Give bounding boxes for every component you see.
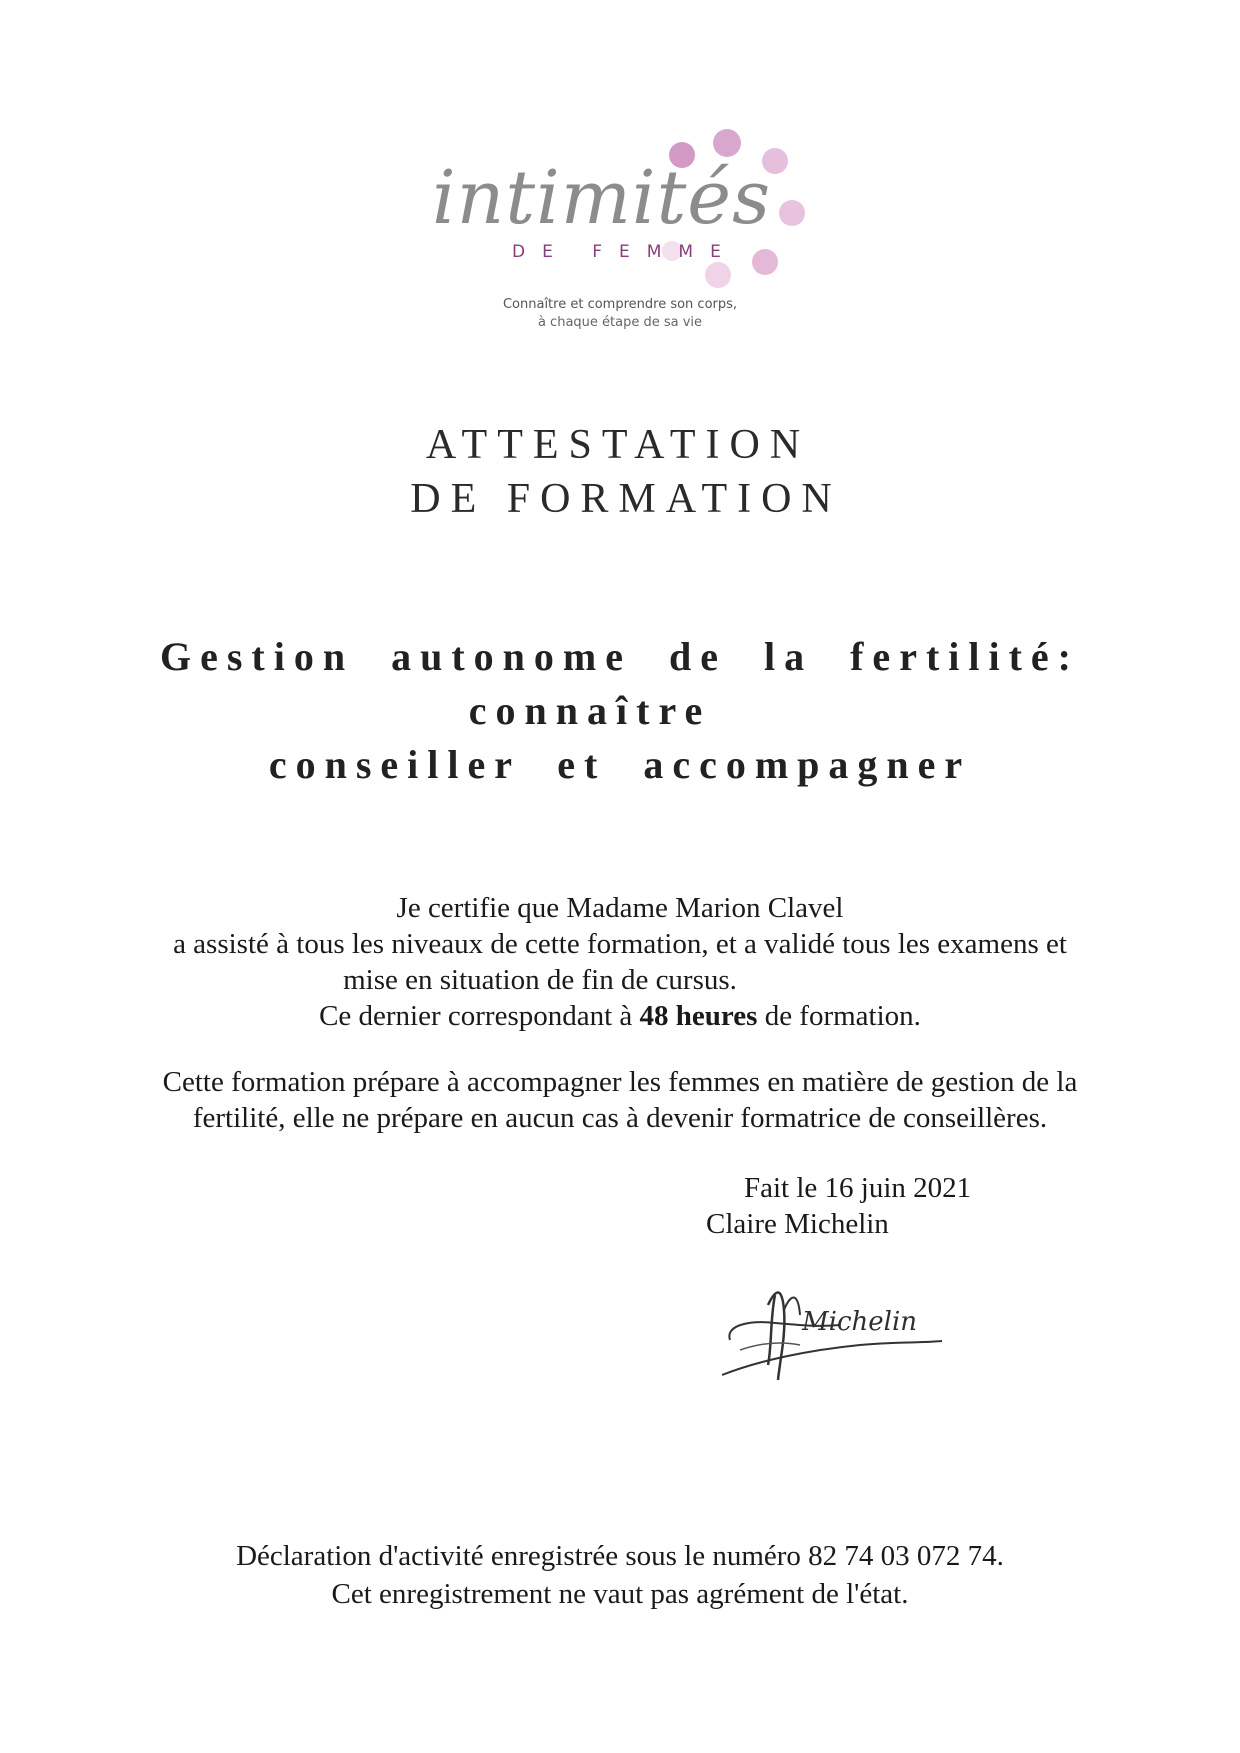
document-title-line-1: ATTESTATION: [425, 422, 811, 468]
scope-line-1: Cette formation prépare à accompagner les femmes en matière de gestion de la: [162, 1066, 1078, 1098]
footer-declaration: Déclaration d'activité enregistrée sous le numéro 82 74 03 072 74.: [236, 1540, 1004, 1572]
document-title-line-2: DE FORMATION: [410, 476, 842, 522]
hours-prefix: Ce dernier correspondant à: [319, 1000, 640, 1032]
signer-name: Claire Michelin: [706, 1208, 889, 1240]
course-title-line-3: conseiller et accompagner: [268, 742, 972, 787]
logo-tagline: [430, 296, 810, 332]
certification-line-2: a assisté à tous les niveaux de cette formation, et a validé tous les examens et: [173, 928, 1067, 960]
footer-disclaimer: Cet enregistrement ne vaut pas agrément de l'état.: [331, 1578, 909, 1610]
date-line: Fait le 16 juin 2021: [744, 1172, 972, 1204]
signature-text: Michelin: [802, 1307, 918, 1337]
certification-line-1: Je certifie que Madame Marion Clavel: [396, 892, 844, 924]
handwritten-signature: [720, 1265, 950, 1385]
certification-hours-line: [0, 998, 1240, 1034]
logo-wordmark: intimités: [432, 155, 772, 241]
logo-subtitle: DE FEMME: [512, 242, 738, 262]
hours-value: 48 heures: [639, 1000, 758, 1032]
certification-line-3: mise en situation de fin de cursus.: [343, 964, 737, 996]
tagline-line-1: Connaître et comprendre son corps,: [502, 297, 738, 312]
course-title-line-1: Gestion autonome de la fertilité:: [160, 634, 1080, 679]
hours-suffix: de formation.: [757, 1000, 921, 1032]
tagline-line-2: à chaque étape de sa vie: [537, 315, 703, 330]
scope-line-2: fertilité, elle ne prépare en aucun cas à devenir formatrice de conseillères.: [192, 1102, 1048, 1134]
course-title-line-2: connaître: [468, 688, 712, 733]
signature-graphic: [720, 1265, 950, 1385]
